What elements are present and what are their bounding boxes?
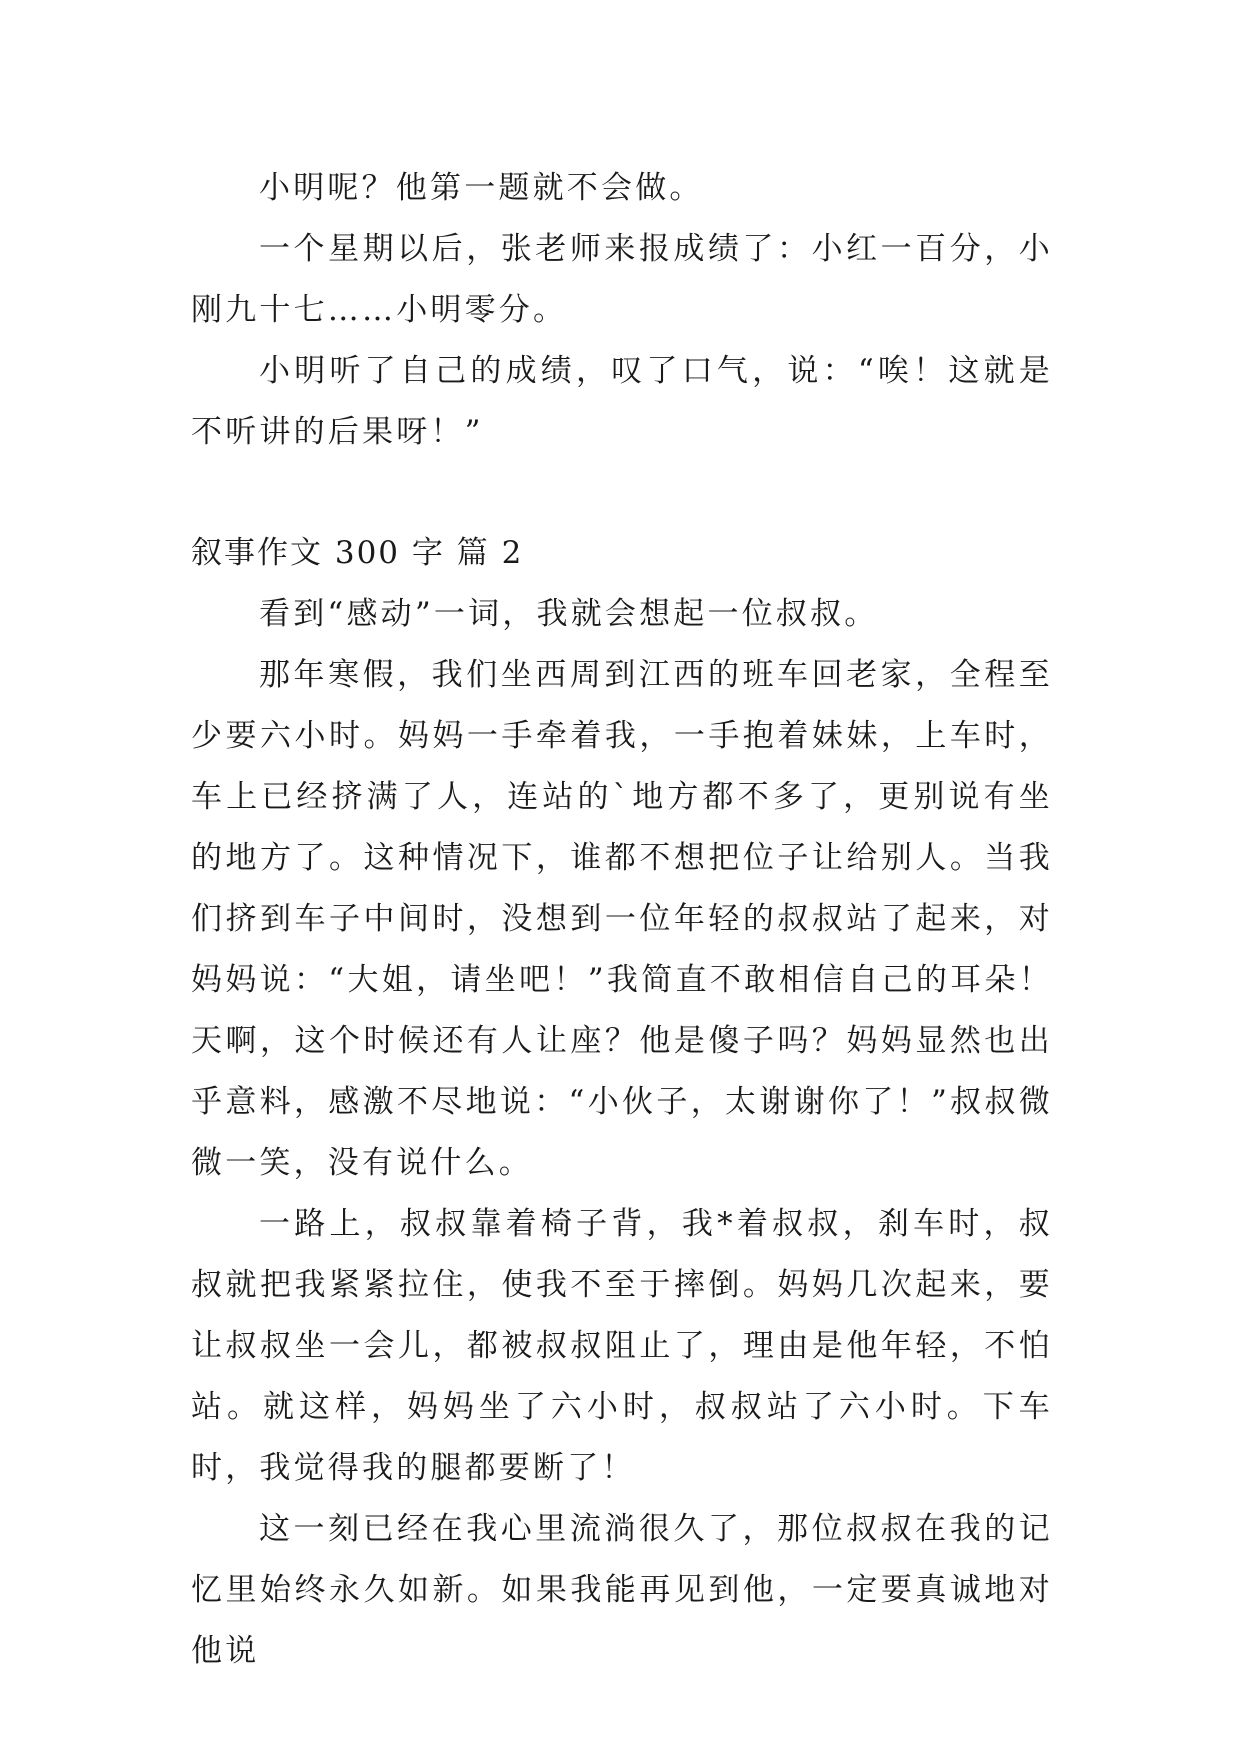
document-body <box>191 158 1053 1682</box>
paragraph: 一路上，叔叔靠着椅子背，我*着叔叔，刹车时，叔叔就把我紧紧拉住，使我不至于摔倒。妈妈几次起来，要让叔叔坐一会儿，都被叔叔阻止了，理由是他年轻，不怕站。就这样，妈妈坐了六小时，叔叔站了六小时。下车时，我觉得我的腿都要断了！ <box>191 1206 1053 1486</box>
section-spacer <box>191 463 1053 523</box>
paragraph: 一个星期以后，张老师来报成绩了：小红一百分，小刚九十七……小明零分。 <box>191 231 1053 328</box>
paragraph: 小明呢？他第一题就不会做。 <box>259 170 704 206</box>
paragraph: 小明听了自己的成绩，叹了口气，说：“唉！这就是不听讲的后果呀！” <box>191 353 1053 450</box>
section-heading: 叙事作文 300 字 篇 2 <box>191 535 524 571</box>
paragraph: 看到“感动”一词，我就会想起一位叔叔。 <box>259 596 879 632</box>
paragraph: 这一刻已经在我心里流淌很久了，那位叔叔在我的记忆里始终永久如新。如果我能再见到他，一定要真诚地对他说 <box>191 1511 1053 1669</box>
paragraph: 那年寒假，我们坐西周到江西的班车回老家，全程至少要六小时。妈妈一手牵着我，一手抱着妹妹，上车时，车上已经挤满了人，连站的`地方都不多了，更别说有坐的地方了。这种情况下，谁都不想把位子让给别人。当我们挤到车子中间时，没想到一位年轻的叔叔站了起来，对妈妈说：“大姐，请坐吧！”我简直不敢相信自己的耳朵！天啊，这个时候还有人让座？他是傻子吗？妈妈显然也出乎意料，感激不尽地说：“小伙子，太谢谢你了！”叔叔微微一笑，没有说什么。 <box>191 657 1053 1181</box>
